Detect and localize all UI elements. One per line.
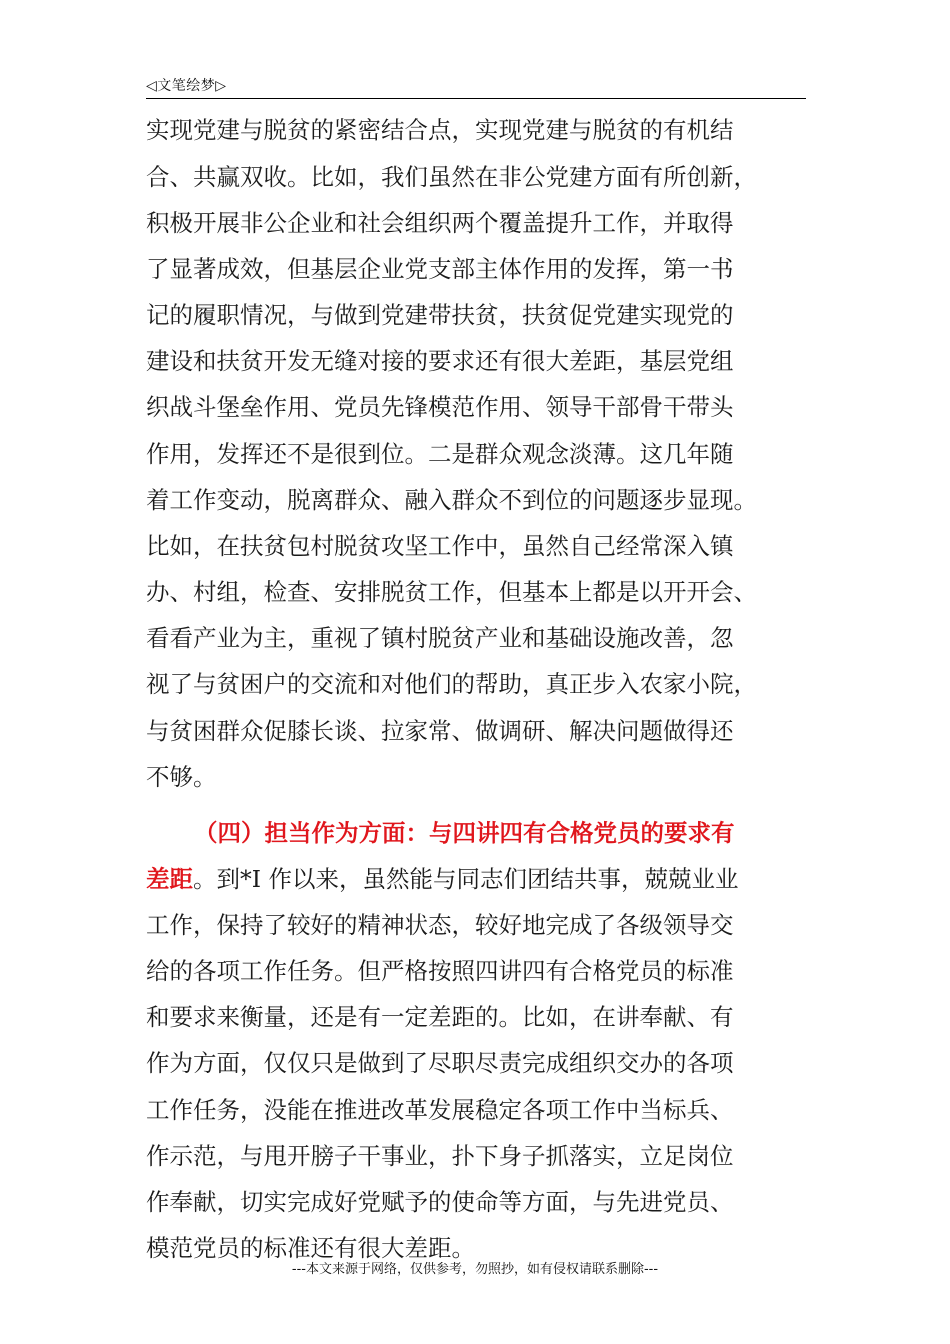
text-line: 作奉献，切实完成好党赋予的使命等方面，与先进党员、 [146,1188,734,1216]
text-line: 实现党建与脱贫的紧密结合点，实现党建与脱贫的有机结 [146,116,734,144]
text-line: 记的履职情况，与做到党建带扶贫，扶贫促党建实现党的 [146,301,734,329]
text-line: 作示范，与甩开膀子干事业，扑下身子抓落实，立足岗位 [146,1142,734,1170]
text-line: 给的各项工作任务。但严格按照四讲四有合格党员的标准 [146,957,734,985]
text-line: 工作，保持了较好的精神状态，较好地完成了各级领导交 [146,911,734,939]
text-line: 与贫困群众促膝长谈、拉家常、做调研、解决问题做得还 [146,717,734,745]
text-line: 建设和扶贫开发无缝对接的要求还有很大差距，基层党组 [146,347,734,375]
text-line: 了显著成效，但基层企业党支部主体作用的发挥，第一书 [146,255,734,283]
text-line: 作为方面，仅仅只是做到了尽职尽责完成组织交办的各项 [146,1049,734,1077]
page-footer: ---本文来源于网络，仅供参考，勿照抄，如有侵权请联系删除--- [291,1262,659,1277]
text-line: 合、共赢双收。比如，我们虽然在非公党建方面有所创新， [146,163,757,191]
text-line: 工作任务，没能在推进改革发展稳定各项工作中当标兵、 [146,1096,734,1124]
section-heading-continued: 差距 [146,865,193,893]
text-line: 织战斗堡垒作用、党员先锋模范作用、领导干部骨干带头 [146,393,734,421]
text-line: 不够。 [146,763,217,791]
text-line: 和要求来衡量，还是有一定差距的。比如，在讲奉献、有 [146,1003,734,1031]
text-line: 办、村组，检查、安排脱贫工作，但基本上都是以开开会、 [146,578,757,606]
text-line: 视了与贫困户的交流和对他们的帮助，真正步入农家小院， [146,670,757,698]
text-line: 积极开展非公企业和社会组织两个覆盖提升工作，并取得 [146,209,734,237]
page-header [146,72,806,99]
text-line: 作用，发挥还不是很到位。二是群众观念淡薄。这几年随 [146,440,734,468]
text-line: 比如，在扶贫包村脱贫攻坚工作中，虽然自己经常深入镇 [146,532,734,560]
section-heading: （四）担当作为方面：与四讲四有合格党员的要求有 [194,819,735,847]
text-line: 着工作变动，脱离群众、融入群众不到位的问题逐步显现。 [146,486,757,514]
text-line [146,865,739,893]
text-line: 看看产业为主，重视了镇村脱贫产业和基础设施改善，忽 [146,624,734,652]
header-text: ◁文笔绘梦▷ [146,78,227,94]
text-line-rest: 。到*I 作以来，虽然能与同志们团结共事，兢兢业业 [193,865,739,893]
text-line: 模范党员的标准还有很大差距。 [146,1234,475,1262]
